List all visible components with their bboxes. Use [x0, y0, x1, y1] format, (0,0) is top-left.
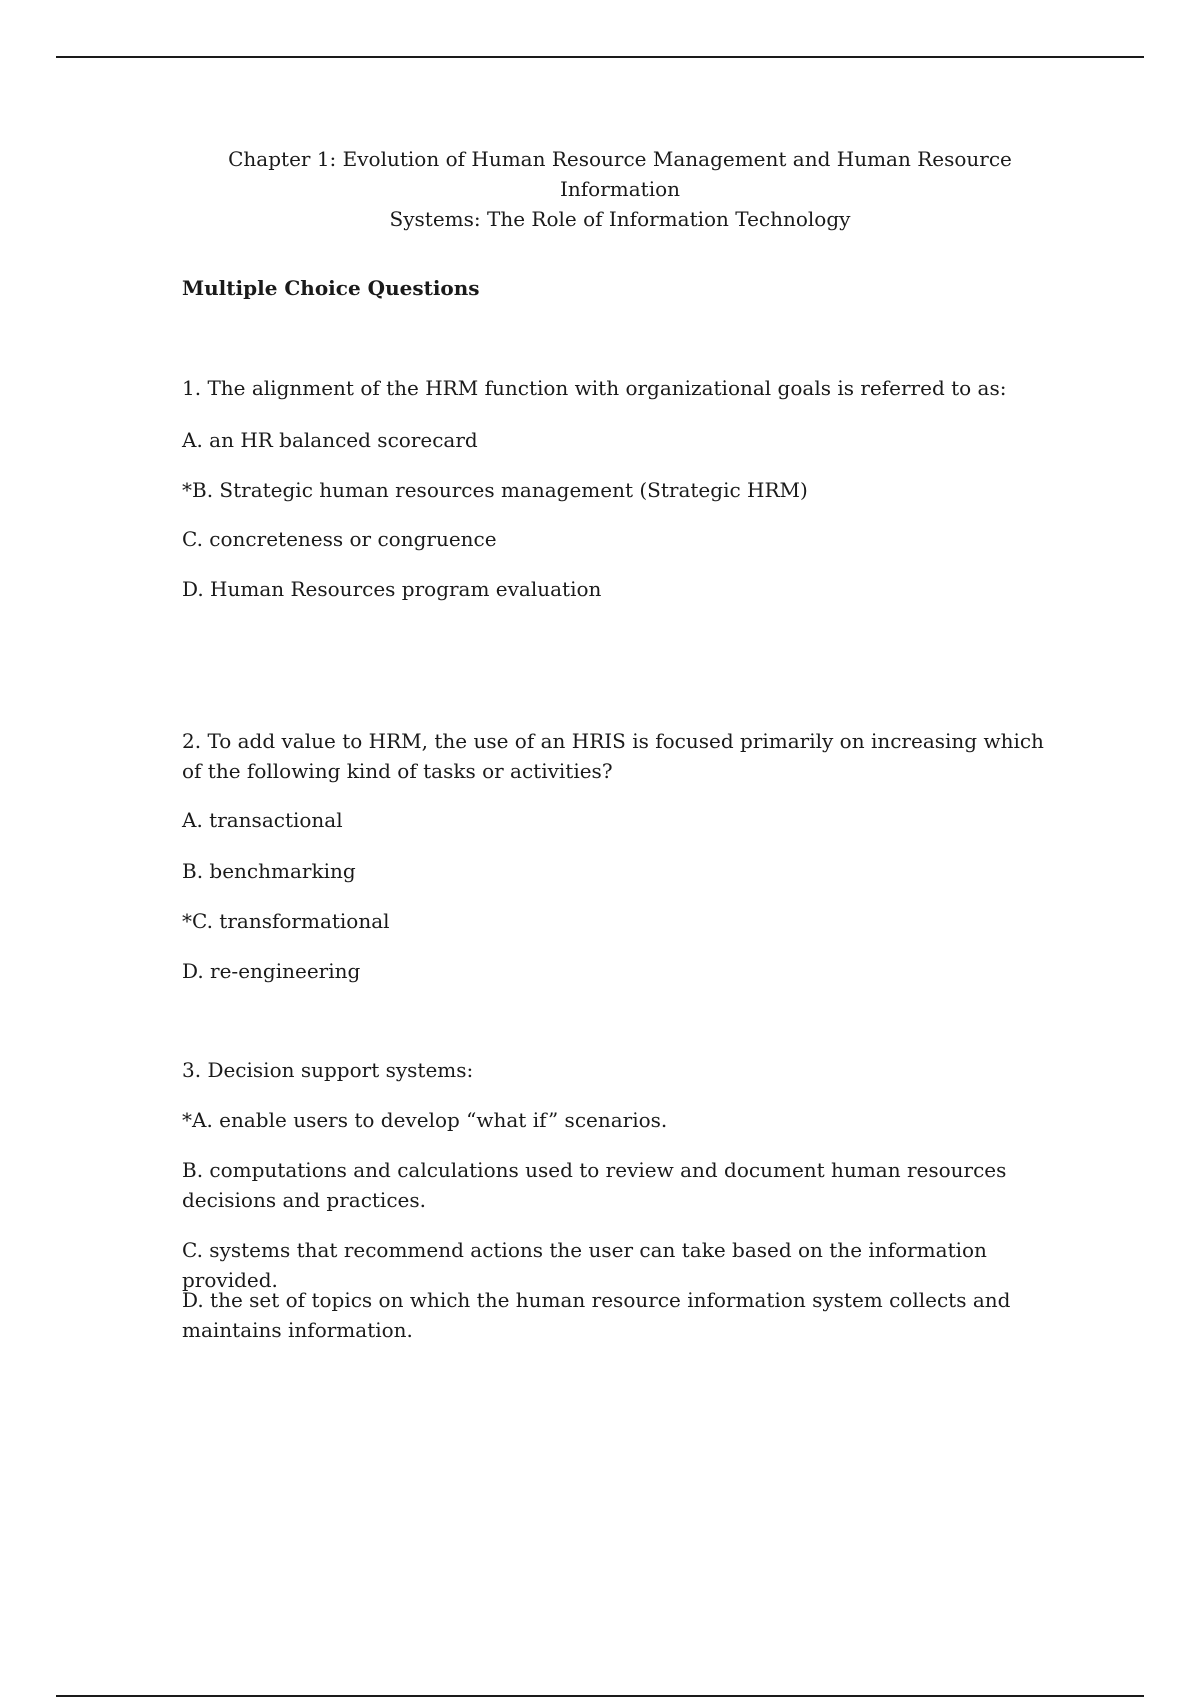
question-1-option-b: *B. Strategic human resources management (Strategic HRM)	[182, 478, 808, 502]
question-3-option-c: C. systems that recommend actions the user can take based on the information provided.	[182, 1238, 987, 1292]
question-3-option-d: D. the set of topics on which the human resource information system collects and maintains information.	[182, 1288, 1011, 1342]
question-1-stem: 1. The alignment of the HRM function with organizational goals is referred to as:	[182, 376, 1007, 400]
question-2-stem: 2. To add value to HRM, the use of an HRIS is focused primarily on increasing which of the following kind of tasks or activities?	[182, 729, 1044, 783]
question-1-option-a: A. an HR balanced scorecard	[182, 428, 478, 452]
question-2-option-c: *C. transformational	[182, 909, 390, 933]
question-2-option-a: A. transactional	[182, 808, 343, 832]
top-rule	[56, 56, 1144, 58]
question-3-option-a: *A. enable users to develop “what if” scenarios.	[182, 1108, 668, 1132]
document-title-line1: Chapter 1: Evolution of Human Resource Management and Human Resource Information	[228, 147, 1012, 201]
question-3-option-b: B. computations and calculations used to review and document human resources decisions and practices.	[182, 1158, 1007, 1212]
question-2-option-b: B. benchmarking	[182, 859, 356, 883]
question-1-option-d: D. Human Resources program evaluation	[182, 577, 602, 601]
question-2-option-d: D. re-engineering	[182, 959, 361, 983]
question-1-option-c: C. concreteness or congruence	[182, 527, 497, 551]
document-title-line2: Systems: The Role of Information Technology	[389, 207, 851, 231]
bottom-rule	[56, 1695, 1144, 1697]
question-3-stem: 3. Decision support systems:	[182, 1058, 474, 1082]
section-heading: Multiple Choice Questions	[182, 276, 480, 300]
document-title	[180, 144, 1060, 234]
